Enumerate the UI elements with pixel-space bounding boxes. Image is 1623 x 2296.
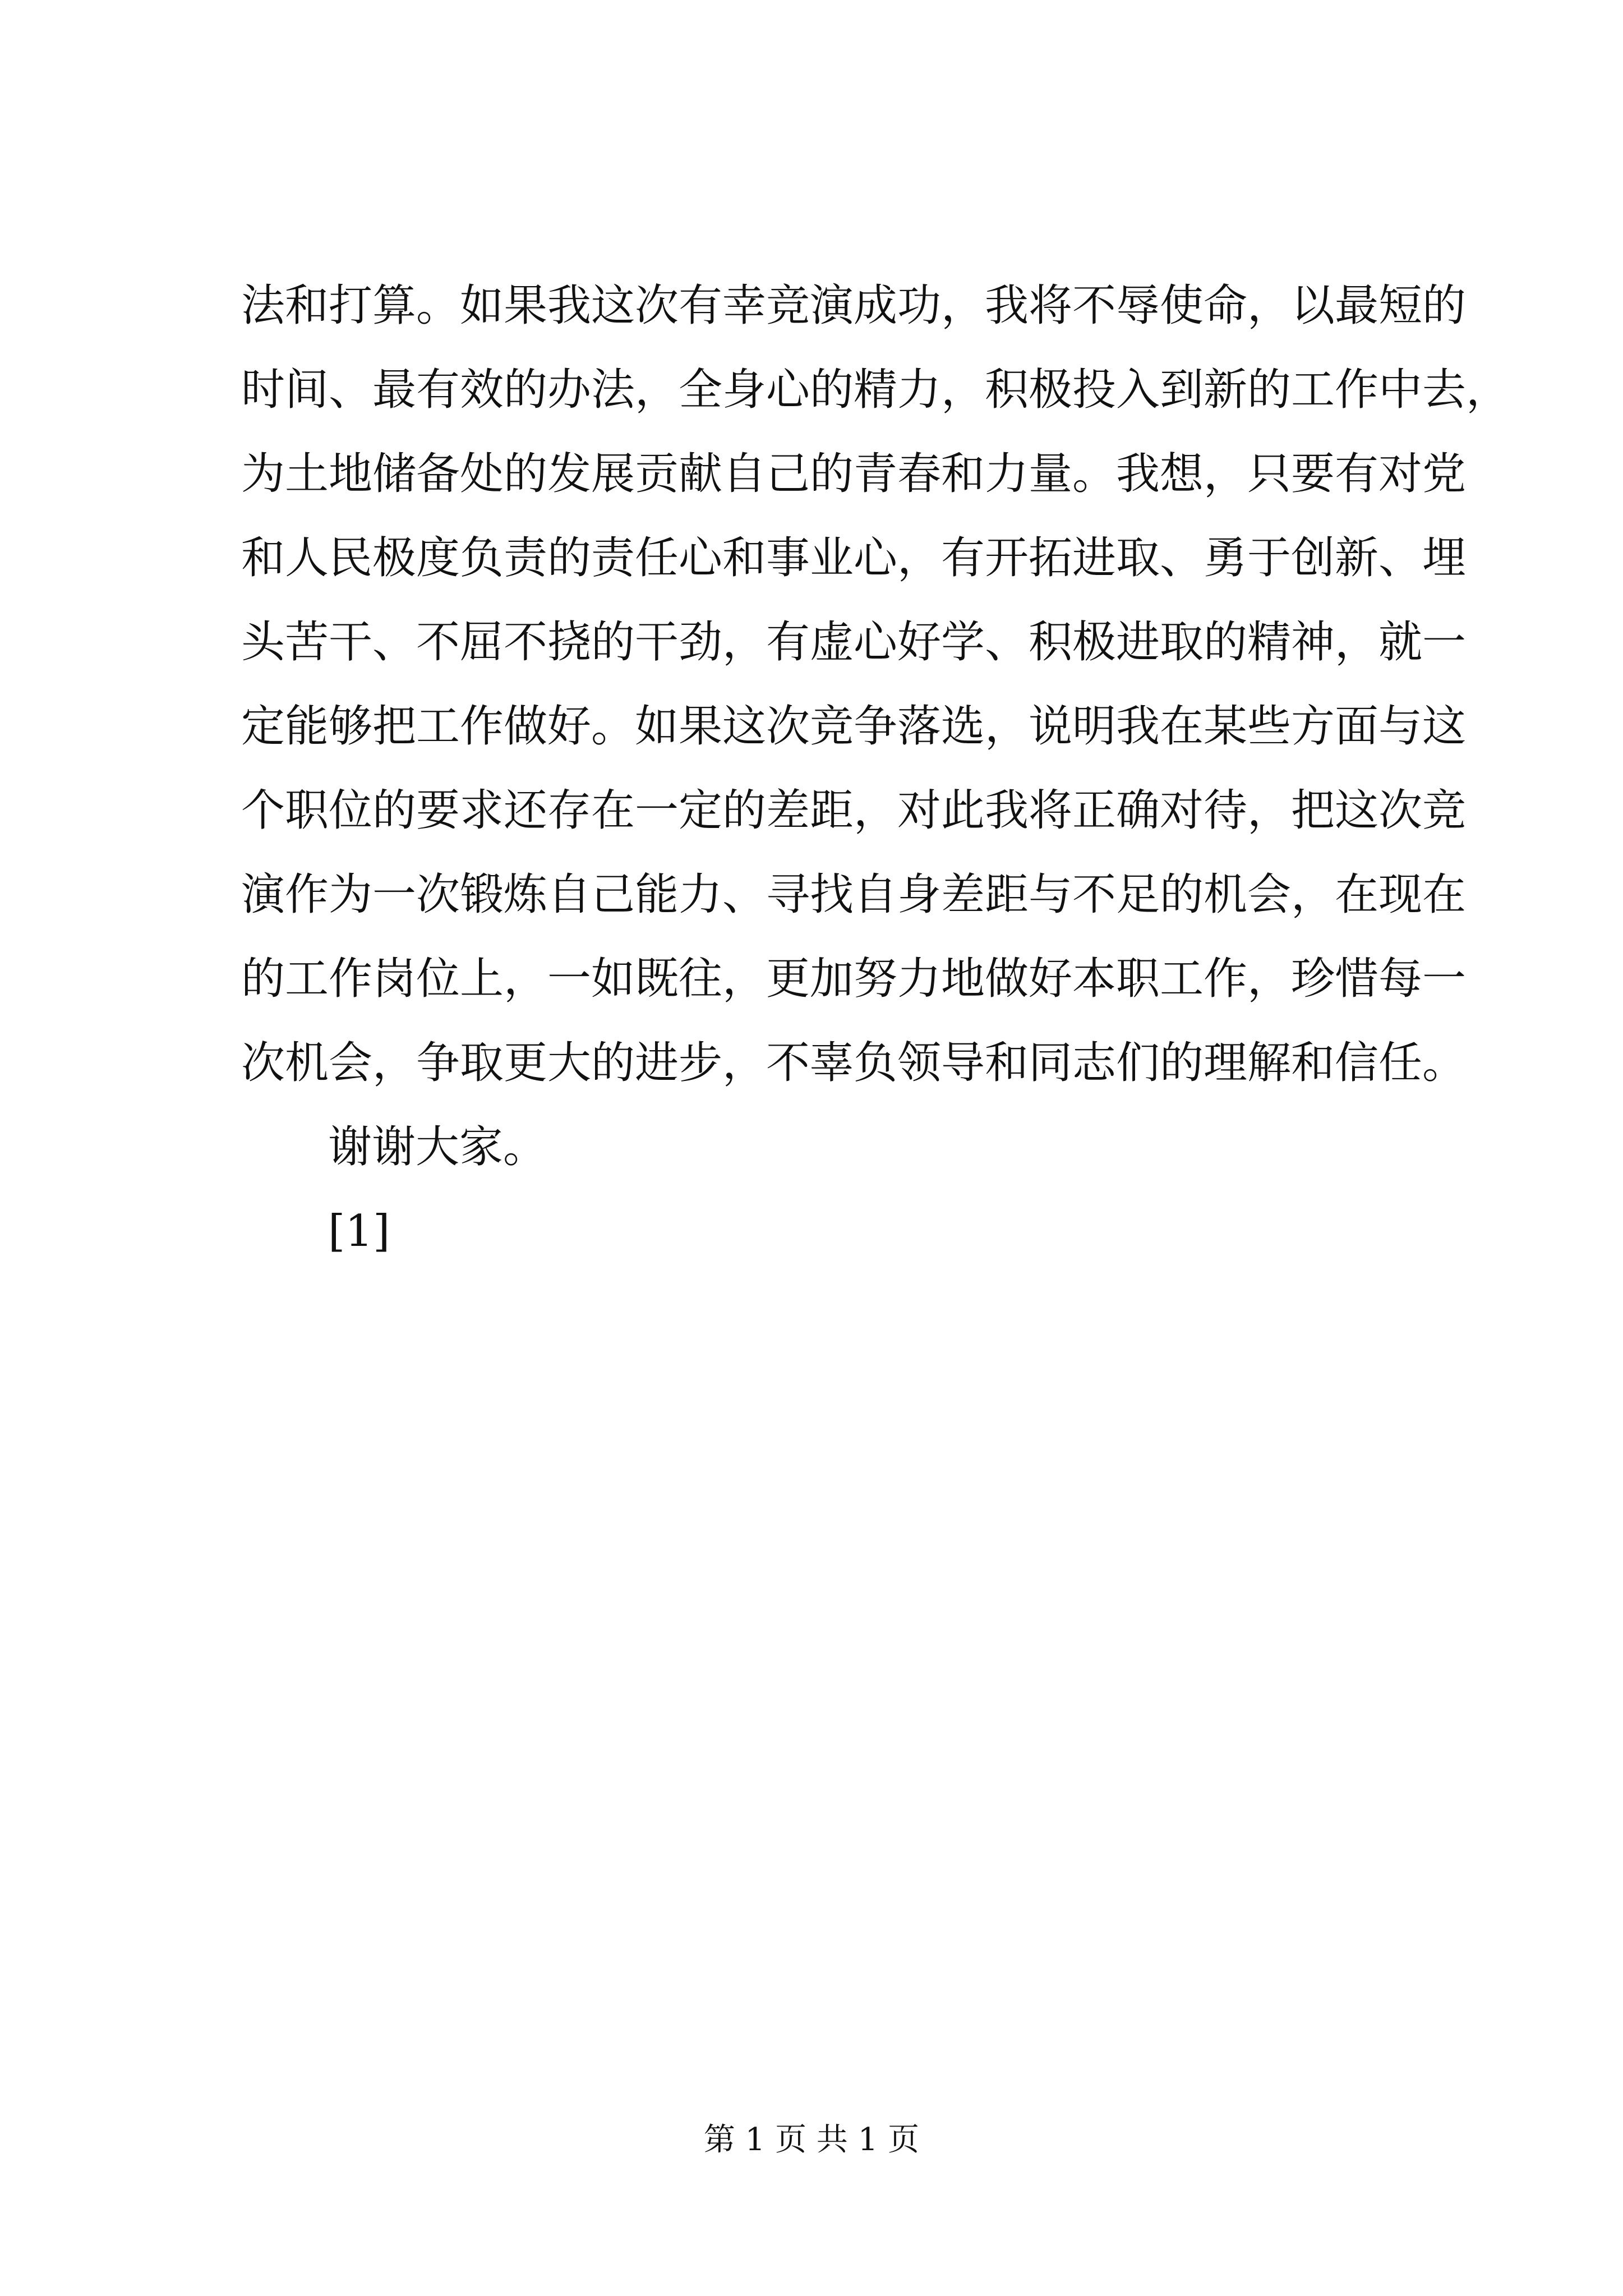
paragraph-line: 的工作岗位上，一如既往，更加努力地做好本职工作，珍惜每一: [241, 954, 1467, 1004]
reference-marker: [1]: [328, 1206, 390, 1257]
paragraph-line: 为土地储备处的发展贡献自己的青春和力量。我想，只要有对党: [241, 449, 1467, 499]
paragraph-line: 定能够把工作做好。如果这次竞争落选，说明我在某些方面与这: [241, 701, 1467, 752]
paragraph-line: 头苦干、不屈不挠的干劲，有虚心好学、积极进取的精神，就一: [241, 617, 1467, 668]
paragraph-line: 次机会，争取更大的进步，不辜负领导和同志们的理解和信任。: [241, 1038, 1467, 1088]
paragraph-line: 演作为一次锻炼自己能力、寻找自身差距与不足的机会，在现在: [241, 869, 1467, 920]
closing-remark: 谢谢大家。: [328, 1122, 547, 1172]
paragraph-line: 个职位的要求还存在一定的差距，对此我将正确对待，把这次竞: [241, 785, 1467, 836]
paragraph-line: 时间、最有效的办法，全身心的精力，积极投入到新的工作中去，: [241, 365, 1510, 415]
paragraph-line: 和人民极度负责的责任心和事业心，有开拓进取、勇于创新、埋: [241, 533, 1467, 583]
page-footer: 第 1 页 共 1 页: [703, 2122, 920, 2158]
paragraph-line: 法和打算。如果我这次有幸竞演成功，我将不辱使命，以最短的: [241, 280, 1467, 331]
document-body: [241, 264, 1510, 1273]
